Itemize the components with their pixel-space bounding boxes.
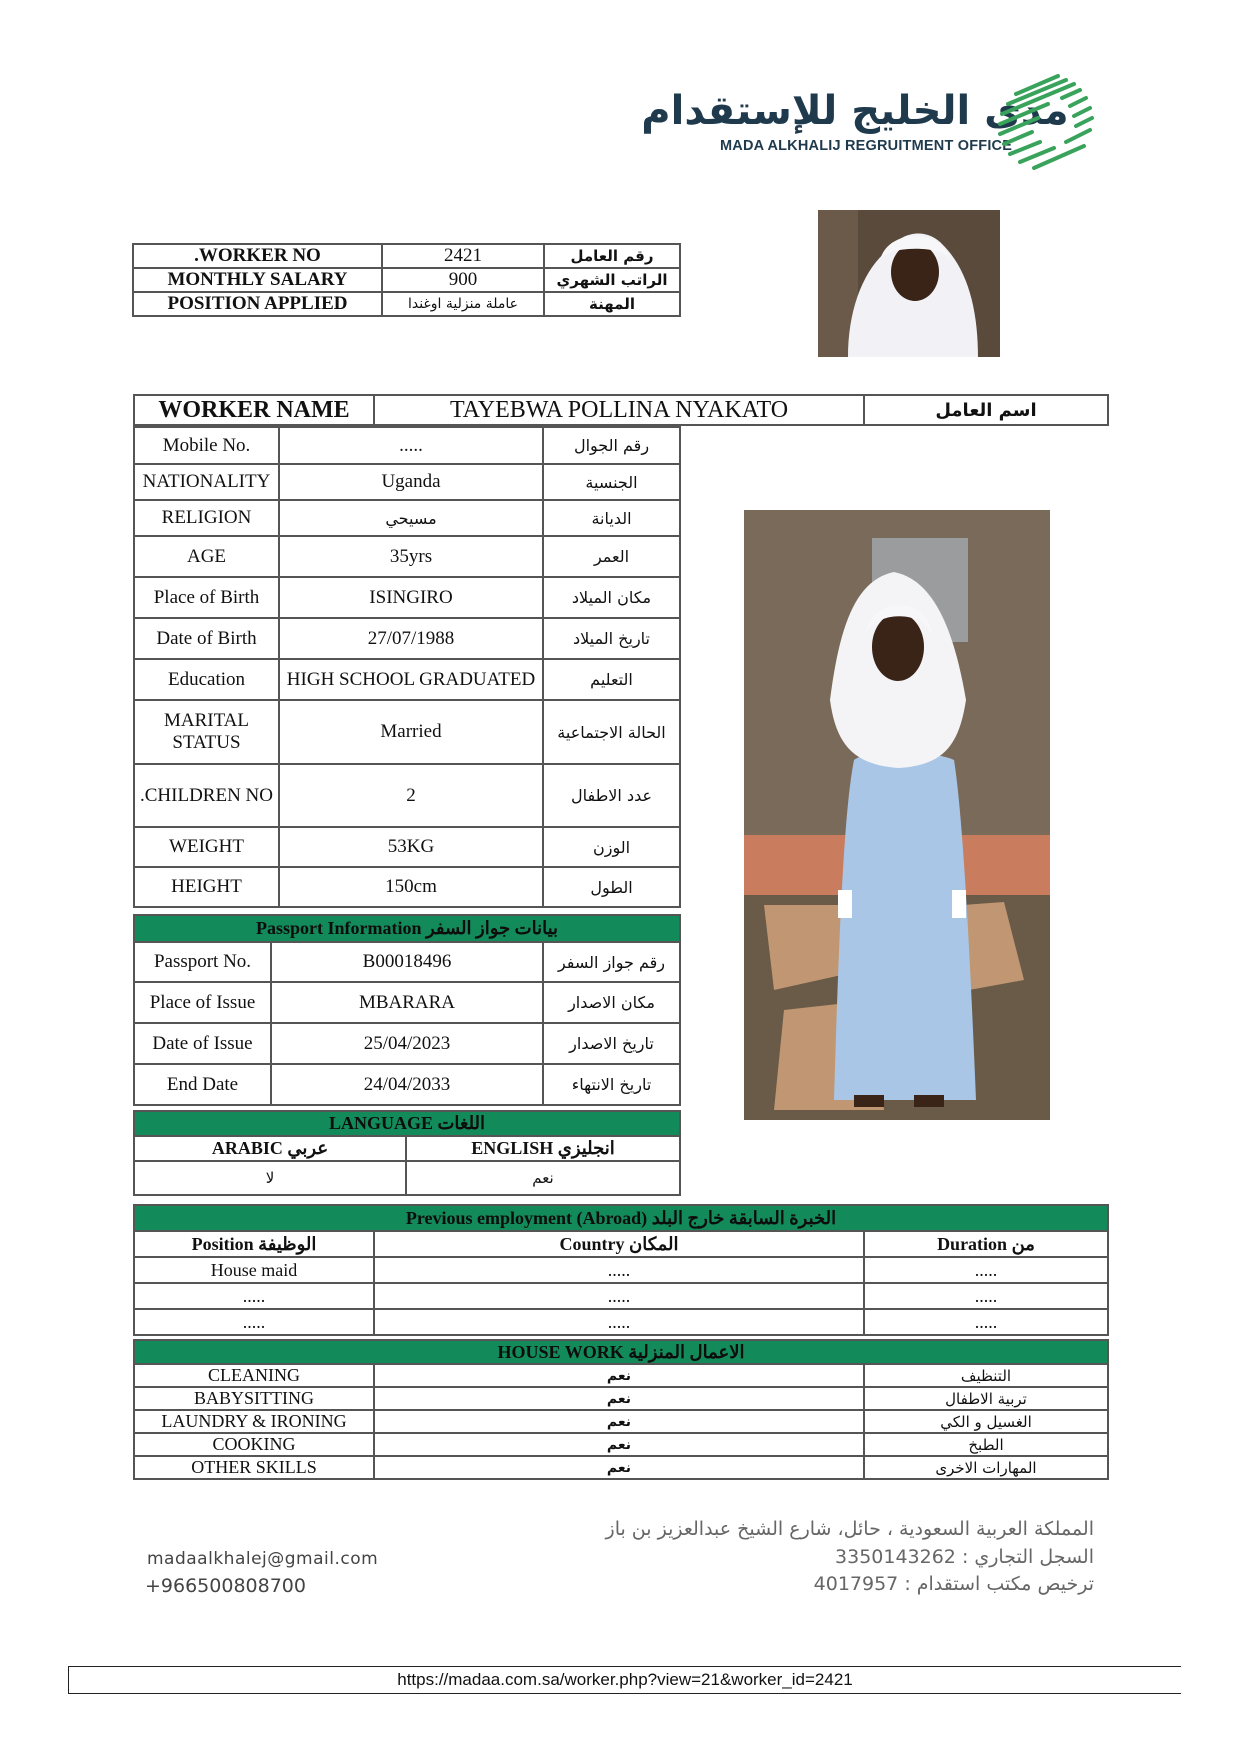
table-row xyxy=(133,244,680,268)
table-row xyxy=(134,1387,1108,1410)
detail-value: 27/07/1988 xyxy=(279,618,543,659)
footer-address-ar: المملكة العربية السعودية ، حائل، شارع الشيخ عبدالعزيز بن باز xyxy=(605,1518,1094,1540)
detail-label-ar: الجنسية xyxy=(543,464,680,500)
employment-cell: ..... xyxy=(864,1257,1108,1283)
skill-label: LAUNDRY & IRONING xyxy=(134,1410,374,1433)
passport-label: Place of Issue xyxy=(134,982,271,1023)
svg-text:مدى الخليج للإستقدام: مدى الخليج للإستقدام xyxy=(641,88,1069,134)
skill-label-ar: التنظيف xyxy=(864,1364,1108,1387)
table-row xyxy=(134,1309,1108,1335)
detail-label-ar: الطول xyxy=(543,867,680,907)
house-work-table xyxy=(133,1339,1109,1480)
employment-header-country: Country المكان xyxy=(374,1231,864,1257)
detail-label-ar: الديانة xyxy=(543,500,680,536)
table-row xyxy=(134,464,680,500)
detail-label: RELIGION xyxy=(134,500,279,536)
employment-cell: ..... xyxy=(374,1257,864,1283)
table-row xyxy=(134,700,680,764)
employment-header-position: Position الوظيفة xyxy=(134,1231,374,1257)
table-row xyxy=(134,1064,680,1105)
table-row xyxy=(133,268,680,292)
detail-label-ar: تاريخ الميلاد xyxy=(543,618,680,659)
table-row xyxy=(134,577,680,618)
worker-details-table xyxy=(133,426,681,908)
detail-value: 2 xyxy=(279,764,543,827)
detail-label: WEIGHT xyxy=(134,827,279,867)
position-label-ar: المهنة xyxy=(544,292,680,316)
skill-value: نعم xyxy=(374,1433,864,1456)
table-row xyxy=(134,536,680,577)
detail-value: مسيحي xyxy=(279,500,543,536)
table-row xyxy=(134,427,680,464)
detail-label: Mobile No. xyxy=(134,427,279,464)
arabic-label: ARABIC عربي xyxy=(134,1136,406,1161)
table-row xyxy=(134,1205,1108,1231)
table-row xyxy=(134,618,680,659)
table-row xyxy=(134,764,680,827)
language-table xyxy=(133,1110,681,1196)
detail-value: Married xyxy=(279,700,543,764)
table-row xyxy=(134,659,680,700)
detail-value: Uganda xyxy=(279,464,543,500)
page-url[interactable]: https://madaa.com.sa/worker.php?view=21&worker_id=2421 xyxy=(68,1666,1181,1694)
salary-label: MONTHLY SALARY xyxy=(133,268,382,292)
english-label: ENGLISH انجليزي xyxy=(406,1136,680,1161)
worker-portrait-photo xyxy=(818,210,1000,357)
position-label: POSITION APPLIED xyxy=(133,292,382,316)
skill-label-ar: الطبخ xyxy=(864,1433,1108,1456)
table-row xyxy=(134,1340,1108,1364)
employment-cell: ..... xyxy=(374,1283,864,1309)
logo-arabic-wordmark xyxy=(641,76,1069,140)
worker-name-label: WORKER NAME xyxy=(134,395,374,425)
detail-label-ar: عدد الاطفال xyxy=(543,764,680,827)
logo-english-name: MADA ALKHALIJ REGRUITMENT OFFICE xyxy=(720,138,1013,154)
worker-name-value: TAYEBWA POLLINA NYAKATO xyxy=(374,395,864,425)
passport-value: 24/04/2033 xyxy=(271,1064,543,1105)
footer-license-ar: ترخيص مكتب استقدام : 4017957 xyxy=(813,1573,1094,1595)
table-row xyxy=(134,395,1108,425)
employment-cell: ..... xyxy=(374,1309,864,1335)
detail-label: Place of Birth xyxy=(134,577,279,618)
detail-label: HEIGHT xyxy=(134,867,279,907)
employment-cell: ..... xyxy=(864,1283,1108,1309)
skill-label-ar: المهارات الاخرى xyxy=(864,1456,1108,1479)
table-row xyxy=(134,1023,680,1064)
passport-label-ar: مكان الاصدار xyxy=(543,982,680,1023)
table-row xyxy=(134,1433,1108,1456)
table-row xyxy=(134,942,680,982)
table-row xyxy=(134,500,680,536)
skill-label: COOKING xyxy=(134,1433,374,1456)
footer-email[interactable]: madaalkhalej@gmail.com xyxy=(147,1549,379,1569)
skill-label-ar: تربية الاطفال xyxy=(864,1387,1108,1410)
table-row xyxy=(134,1257,1108,1283)
passport-value: MBARARA xyxy=(271,982,543,1023)
language-section-header: LANGUAGE اللغات xyxy=(134,1111,680,1136)
skill-label: BABYSITTING xyxy=(134,1387,374,1410)
worker-no-label-ar: رقم العامل xyxy=(544,244,680,268)
employment-cell: ..... xyxy=(864,1309,1108,1335)
table-row xyxy=(134,1283,1108,1309)
detail-label: AGE xyxy=(134,536,279,577)
table-row xyxy=(134,1136,680,1161)
table-row xyxy=(134,915,680,942)
worker-no-value: 2421 xyxy=(382,244,544,268)
worker-name-label-ar: اسم العامل xyxy=(864,395,1108,425)
detail-label: MARITAL STATUS xyxy=(134,700,279,764)
passport-value: B00018496 xyxy=(271,942,543,982)
english-value: نعم xyxy=(406,1161,680,1195)
detail-value: HIGH SCHOOL GRADUATED xyxy=(279,659,543,700)
table-row xyxy=(134,1364,1108,1387)
detail-label: .CHILDREN NO xyxy=(134,764,279,827)
skill-value: نعم xyxy=(374,1410,864,1433)
employment-cell: ..... xyxy=(134,1283,374,1309)
skill-value: نعم xyxy=(374,1456,864,1479)
house-work-section-header: HOUSE WORK الاعمال المنزلية xyxy=(134,1340,1108,1364)
skill-value: نعم xyxy=(374,1364,864,1387)
employment-header-duration: Duration من xyxy=(864,1231,1108,1257)
footer-cr-ar: السجل التجاري : 3350143262 xyxy=(835,1546,1094,1568)
table-row xyxy=(134,1161,680,1195)
detail-value: 35yrs xyxy=(279,536,543,577)
footer-phone[interactable]: +966500808700 xyxy=(145,1575,306,1597)
detail-value: ISINGIRO xyxy=(279,577,543,618)
table-row xyxy=(134,1231,1108,1257)
passport-label: End Date xyxy=(134,1064,271,1105)
employment-section-header: Previous employment (Abroad) الخبرة السابقة خارج البلد xyxy=(134,1205,1108,1231)
passport-label-ar: تاريخ الانتهاء xyxy=(543,1064,680,1105)
detail-label: Date of Birth xyxy=(134,618,279,659)
employment-cell: ..... xyxy=(134,1309,374,1335)
table-row xyxy=(134,982,680,1023)
salary-value: 900 xyxy=(382,268,544,292)
skill-label: OTHER SKILLS xyxy=(134,1456,374,1479)
arabic-value: لا xyxy=(134,1161,406,1195)
passport-label-ar: رقم جواز السفر xyxy=(543,942,680,982)
worker-summary-table xyxy=(132,243,681,317)
detail-label-ar: الحالة الاجتماعية xyxy=(543,700,680,764)
detail-label-ar: مكان الميلاد xyxy=(543,577,680,618)
table-row xyxy=(134,1410,1108,1433)
table-row xyxy=(133,292,680,316)
detail-value: 150cm xyxy=(279,867,543,907)
table-row xyxy=(134,1111,680,1136)
skill-value: نعم xyxy=(374,1387,864,1410)
table-row xyxy=(134,867,680,907)
employment-table xyxy=(133,1204,1109,1336)
salary-label-ar: الراتب الشهري xyxy=(544,268,680,292)
detail-value: ..... xyxy=(279,427,543,464)
worker-full-body-photo xyxy=(744,510,1050,1120)
passport-label: Date of Issue xyxy=(134,1023,271,1064)
skill-label: CLEANING xyxy=(134,1364,374,1387)
detail-label-ar: رقم الجوال xyxy=(543,427,680,464)
detail-label-ar: التعليم xyxy=(543,659,680,700)
worker-no-label: .WORKER NO xyxy=(133,244,382,268)
table-row xyxy=(134,827,680,867)
passport-value: 25/04/2023 xyxy=(271,1023,543,1064)
table-row xyxy=(134,1456,1108,1479)
passport-label: Passport No. xyxy=(134,942,271,982)
detail-value: 53KG xyxy=(279,827,543,867)
detail-label: Education xyxy=(134,659,279,700)
employment-cell: House maid xyxy=(134,1257,374,1283)
passport-table xyxy=(133,914,681,1106)
detail-label-ar: الوزن xyxy=(543,827,680,867)
worker-name-table xyxy=(133,394,1109,426)
logo-mark-icon xyxy=(996,72,1100,170)
position-value: عاملة منزلية اوغندا xyxy=(382,292,544,316)
detail-label: NATIONALITY xyxy=(134,464,279,500)
skill-label-ar: الغسيل و الكي xyxy=(864,1410,1108,1433)
passport-section-header: Passport Information بيانات جواز السفر xyxy=(134,915,680,942)
detail-label-ar: العمر xyxy=(543,536,680,577)
passport-label-ar: تاريخ الاصدار xyxy=(543,1023,680,1064)
